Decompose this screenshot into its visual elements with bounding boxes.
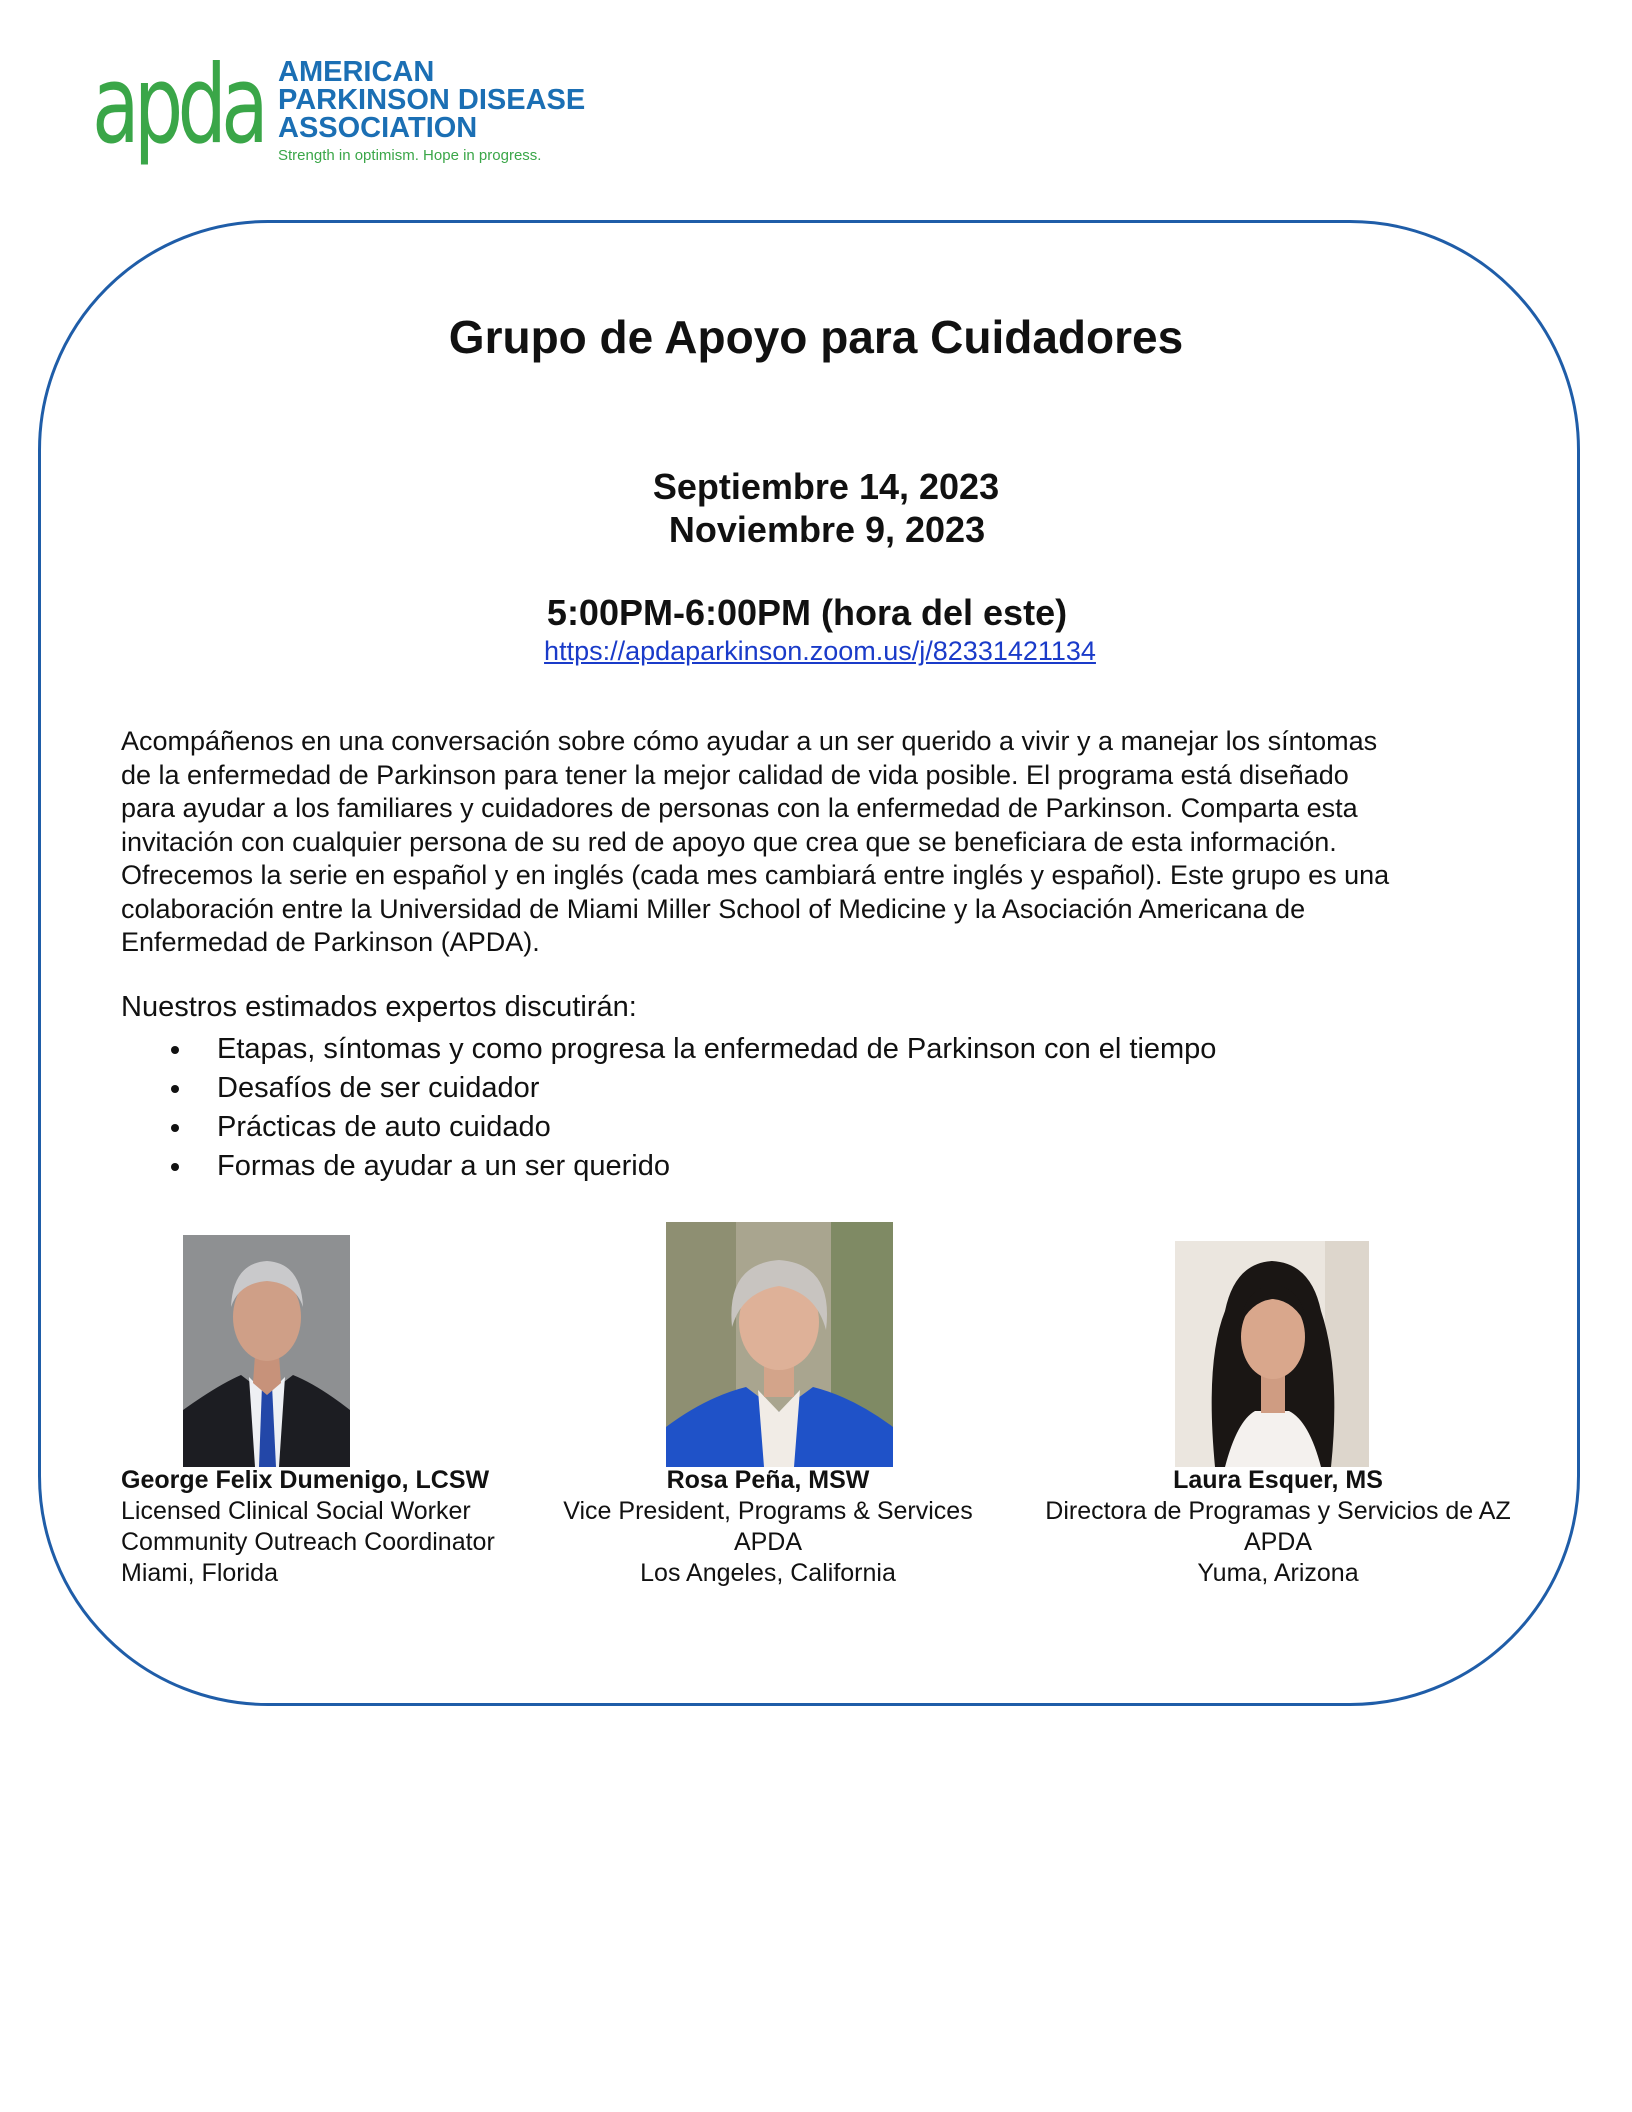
topic-item: Desafíos de ser cuidador: [160, 1069, 1216, 1108]
speaker-photo-george: [183, 1235, 350, 1467]
speaker-photo-laura: [1175, 1241, 1369, 1467]
apda-logo-mark: apda: [92, 43, 263, 168]
description-line: invitación con cualquier persona de su red de apoyo que crea que se beneficiara de esta información.: [121, 826, 1337, 857]
speaker-location: Miami, Florida: [121, 1559, 278, 1587]
description-line: para ayudar a los familiares y cuidadores de personas con la enfermedad de Parkinson. Comparta esta: [121, 793, 1358, 823]
event-time-text: 5:00PM-6:00PM (hora del este): [546, 592, 1068, 633]
event-date-1: Septiembre 14, 2023: [652, 466, 1000, 507]
apda-logo: [92, 43, 612, 172]
organization-name-line-2: PARKINSON DISEASE: [278, 84, 586, 116]
topic-item: Formas de ayudar a un ser querido: [160, 1147, 1216, 1186]
description-line: Enfermedad de Parkinson (APDA).: [121, 927, 540, 957]
event-date-2: Noviembre 9, 2023: [668, 509, 986, 550]
speaker-organization: APDA: [733, 1528, 803, 1556]
speaker-photo-rosa: [666, 1222, 893, 1467]
zoom-link[interactable]: https://apdaparkinson.zoom.us/j/82331421134: [544, 636, 1096, 666]
topic-list: [160, 1030, 1216, 1186]
speaker-organization: APDA: [1243, 1528, 1313, 1556]
topic-item: Prácticas de auto cuidado: [160, 1108, 1216, 1147]
event-dates: [0, 465, 1632, 551]
zoom-link-row: [0, 636, 1632, 667]
speaker-george: [121, 1465, 495, 1589]
speaker-role: Licensed Clinical Social Worker: [121, 1497, 471, 1525]
speaker-name: Rosa Peña, MSW: [666, 1466, 870, 1494]
experts-intro: Nuestros estimados expertos discutirán:: [121, 991, 637, 1023]
description-line: Ofrecemos la serie en español y en inglés (cada mes cambiará entre inglés y español). Este grupo es una: [121, 860, 1390, 890]
speaker-laura: [993, 1465, 1563, 1589]
organization-name-line-3: ASSOCIATION: [278, 112, 478, 144]
event-time: [0, 592, 1632, 634]
event-title: Grupo de Apoyo para Cuidadores: [448, 311, 1184, 363]
speaker-role: Community Outreach Coordinator: [121, 1528, 495, 1556]
speaker-location: Yuma, Arizona: [1197, 1559, 1359, 1587]
speaker-name: Laura Esquer, MS: [1173, 1466, 1383, 1494]
organization-tagline: Strength in optimism. Hope in progress.: [278, 147, 542, 164]
speaker-role: Directora de Programas y Servicios de AZ: [1045, 1497, 1511, 1525]
description-line: de la enfermedad de Parkinson para tener la mejor calidad de vida posible. El programa está diseñado: [121, 759, 1349, 790]
speaker-role: Vice President, Programs & Services: [563, 1497, 973, 1525]
organization-name: [278, 58, 585, 142]
description-line: Acompáñenos en una conversación sobre cómo ayudar a un ser querido a vivir y a manejar los síntomas: [121, 726, 1378, 756]
speaker-rosa: [548, 1465, 988, 1589]
description-line: colaboración entre la Universidad de Miami Miller School of Medicine y la Asociación Americana de: [121, 893, 1306, 924]
organization-name-line-1: AMERICAN: [278, 56, 435, 88]
speaker-location: Los Angeles, California: [640, 1559, 896, 1587]
topic-item: Etapas, síntomas y como progresa la enfermedad de Parkinson con el tiempo: [160, 1030, 1216, 1069]
speaker-name: George Felix Dumenigo, LCSW: [121, 1466, 490, 1494]
event-description: [121, 725, 1521, 960]
